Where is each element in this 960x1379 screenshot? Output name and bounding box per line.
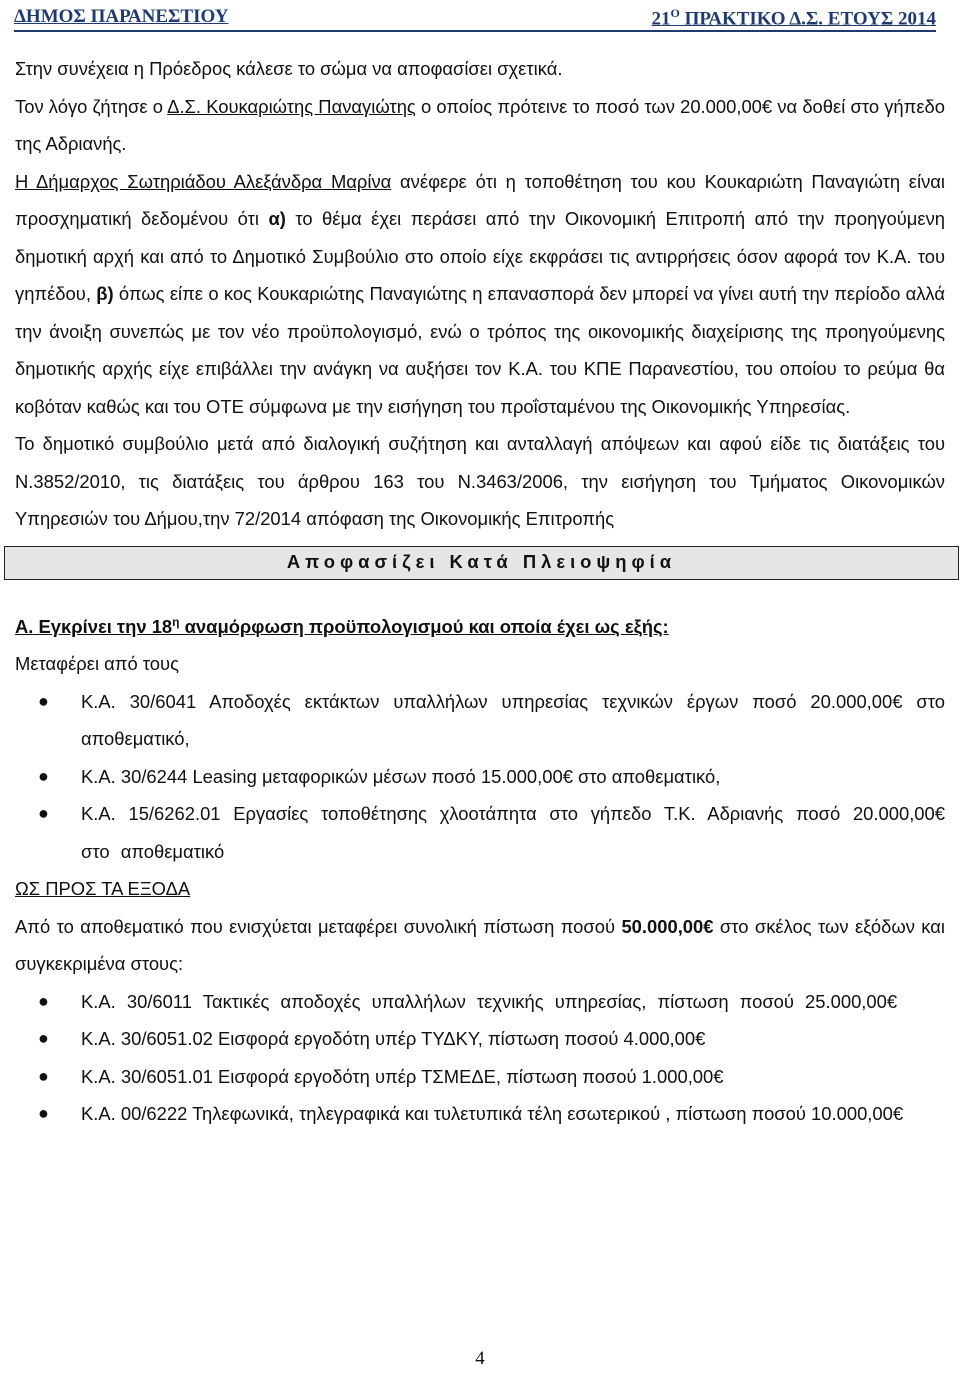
decision-banner: Αποφασίζει Κατά Πλειοψηφία bbox=[4, 546, 959, 580]
list-item bbox=[15, 983, 945, 1021]
list-item-text: Κ.Α. 30/6051.01 Εισφορά εργοδότη υπέρ ΤΣΜΕΔΕ, πίστωση ποσού 1.000,00€ bbox=[81, 1065, 724, 1087]
proposal-text-a: Τον λόγο ζήτησε ο bbox=[15, 95, 168, 117]
reserve-text-a: Από το αποθεματικό που ενισχύεται μεταφέρει συνολική πίστωση ποσού bbox=[15, 915, 622, 937]
reserve-text-b: στο σκέλος των εξόδων και συγκεκριμένα στους: bbox=[15, 915, 945, 975]
paragraph-intro: Στην συνέχεια η Πρόεδρος κάλεσε το σώμα να αποφασίσει σχετικά. bbox=[15, 58, 563, 79]
minutes-title bbox=[652, 6, 936, 30]
bullet-icon: ● bbox=[38, 1103, 49, 1124]
list-item-text: Κ.Α. 30/6041 Αποδοχές εκτάκτων υπαλλήλων υπηρεσίας τεχνικών έργων ποσό 20.000,00€ στο αποθεματικό, bbox=[81, 690, 945, 750]
paragraph-proposal bbox=[15, 88, 945, 163]
paragraph-reserve bbox=[15, 908, 945, 983]
list-item bbox=[15, 683, 945, 758]
to-items-list bbox=[15, 983, 945, 1133]
mayor-text-a: ανέφερε ότι η τοποθέτηση του κου Κουκαριώτη Παναγιώτη είναι προσχηματική δεδομένου ότι bbox=[15, 170, 946, 229]
minutes-number: 21 bbox=[651, 8, 671, 30]
mayor-text-c: όπως είπε ο κος Κουκαριώτης Παναγιώτης η επανασπορά δεν μπορεί να γίνει αυτή την περίοδο αλλά την άνοιξη συνεπώς με τον νέο προϋπολογισμό, ενώ ο τρόπος της οικονομικής διαχείρισης της προηγούμενης δημοτικής αρχής είχε επιβάλλει την ανάγκη να αυξήσει τον Κ.Α. του ΚΠΕ Παρανεστίου, του οποίου το ρεύμα θα κοβόταν καθώς και του ΟΤΕ σύμφωνα με την εισήγηση του προΐσταμένου της Οικονομικής Υπηρεσίας. bbox=[15, 283, 945, 417]
page-number: 4 bbox=[475, 1348, 485, 1369]
section-a-sup: η bbox=[172, 614, 180, 629]
list-item-text: Κ.Α. 00/6222 Τηλεφωνικά, τηλεγραφικά και τυλετυπικά τέλη εσωτερικού , πίστωση ποσού 10.000,00€ bbox=[81, 1103, 904, 1125]
bullet-icon: ● bbox=[38, 1028, 49, 1049]
list-item bbox=[15, 1095, 945, 1133]
list-item bbox=[15, 758, 945, 796]
minutes-ordinal: Ο bbox=[670, 6, 680, 20]
list-item bbox=[15, 1058, 945, 1096]
mayor-text-b: το θέμα έχει περάσει από την Οικονομική Επιτροπή από την προηγούμενη δημοτική αρχή και από το Δημοτικό Συμβούλιο στο οποίο είχε εκφράσει τις αντιρρήσεις όσον αφορά τον Κ.Α. του γηπέδου, bbox=[15, 208, 945, 304]
document-body bbox=[15, 50, 945, 1133]
bullet-icon: ● bbox=[38, 803, 49, 824]
page-header bbox=[14, 4, 936, 32]
list-item-text: Κ.Α. 30/6051.02 Εισφορά εργοδότη υπέρ ΤΥΔΚΥ, πίστωση ποσού 4.000,00€ bbox=[81, 1028, 706, 1050]
bullet-icon: ● bbox=[38, 1065, 49, 1086]
to-expenses-heading: ΩΣ ΠΡΟΣ ΤΑ ΕΞΟΔΑ bbox=[15, 878, 191, 900]
proposal-text-b: ο οποίος πρότεινε το ποσό των 20.000,00€ να δοθεί στο γήπεδο της Αδριανής. bbox=[15, 95, 945, 154]
section-a-text-b: αναμόρφωση προϋπολογισμού και οποία έχει ως εξής: bbox=[179, 615, 669, 637]
bullet-icon: ● bbox=[38, 990, 49, 1011]
point-beta: β) bbox=[96, 283, 114, 304]
section-a-text-a: Α. Εγκρίνει την 18 bbox=[15, 615, 173, 637]
minutes-rest: ΠΡΑΚΤΙΚΟ Δ.Σ. ΕΤΟΥΣ 2014 bbox=[679, 8, 936, 30]
list-item-text: Κ.Α. 15/6262.01 Εργασίες τοποθέτησης χλοοτάπητα στο γήπεδο Τ.Κ. Αδριανής ποσό 20.000,00€ στο αποθεματικό bbox=[81, 803, 945, 862]
proposal-speaker: Δ.Σ. Κουκαριώτης Παναγιώτης bbox=[167, 95, 416, 117]
list-item-text: Κ.Α. 30/6011 Τακτικές αποδοχές υπαλλήλων τεχνικής υπηρεσίας, πίστωση ποσού 25.000,00€ bbox=[81, 990, 898, 1012]
mayor-speaker: Η Δήμαρχος Σωτηριάδου Αλεξάνδρα Μαρίνα bbox=[15, 170, 392, 192]
list-item bbox=[15, 1020, 945, 1058]
bullet-icon: ● bbox=[38, 690, 49, 711]
list-item bbox=[15, 795, 945, 870]
list-item-text: Κ.Α. 30/6244 Leasing μεταφορικών μέσων ποσό 15.000,00€ στο αποθεματικό, bbox=[81, 765, 721, 787]
reserve-amount: 50.000,00€ bbox=[621, 915, 714, 937]
municipality-title: ΔΗΜΟΣ ΠΑΡΑΝΕΣΤΙΟΥ bbox=[14, 6, 229, 27]
paragraph-council: Το δημοτικό συμβούλιο μετά από διαλογική συζήτηση και ανταλλαγή απόψεων και αφού είδε τις διατάξεις του Ν.3852/2010, τις διατάξεις του άρθρου 163 του Ν.3463/2006, την εισήγηση του Τμήματος Οικονομικών Υπηρεσιών του Δήμου,την 72/2014 απόφαση της Οικονομικής Επιτροπής bbox=[15, 433, 945, 529]
point-alpha: α) bbox=[268, 208, 286, 229]
section-a-heading bbox=[15, 604, 945, 646]
from-items-list bbox=[15, 683, 945, 871]
transfer-from-label: Μεταφέρει από τους bbox=[15, 653, 179, 675]
paragraph-mayor bbox=[15, 163, 945, 426]
bullet-icon: ● bbox=[38, 765, 49, 786]
